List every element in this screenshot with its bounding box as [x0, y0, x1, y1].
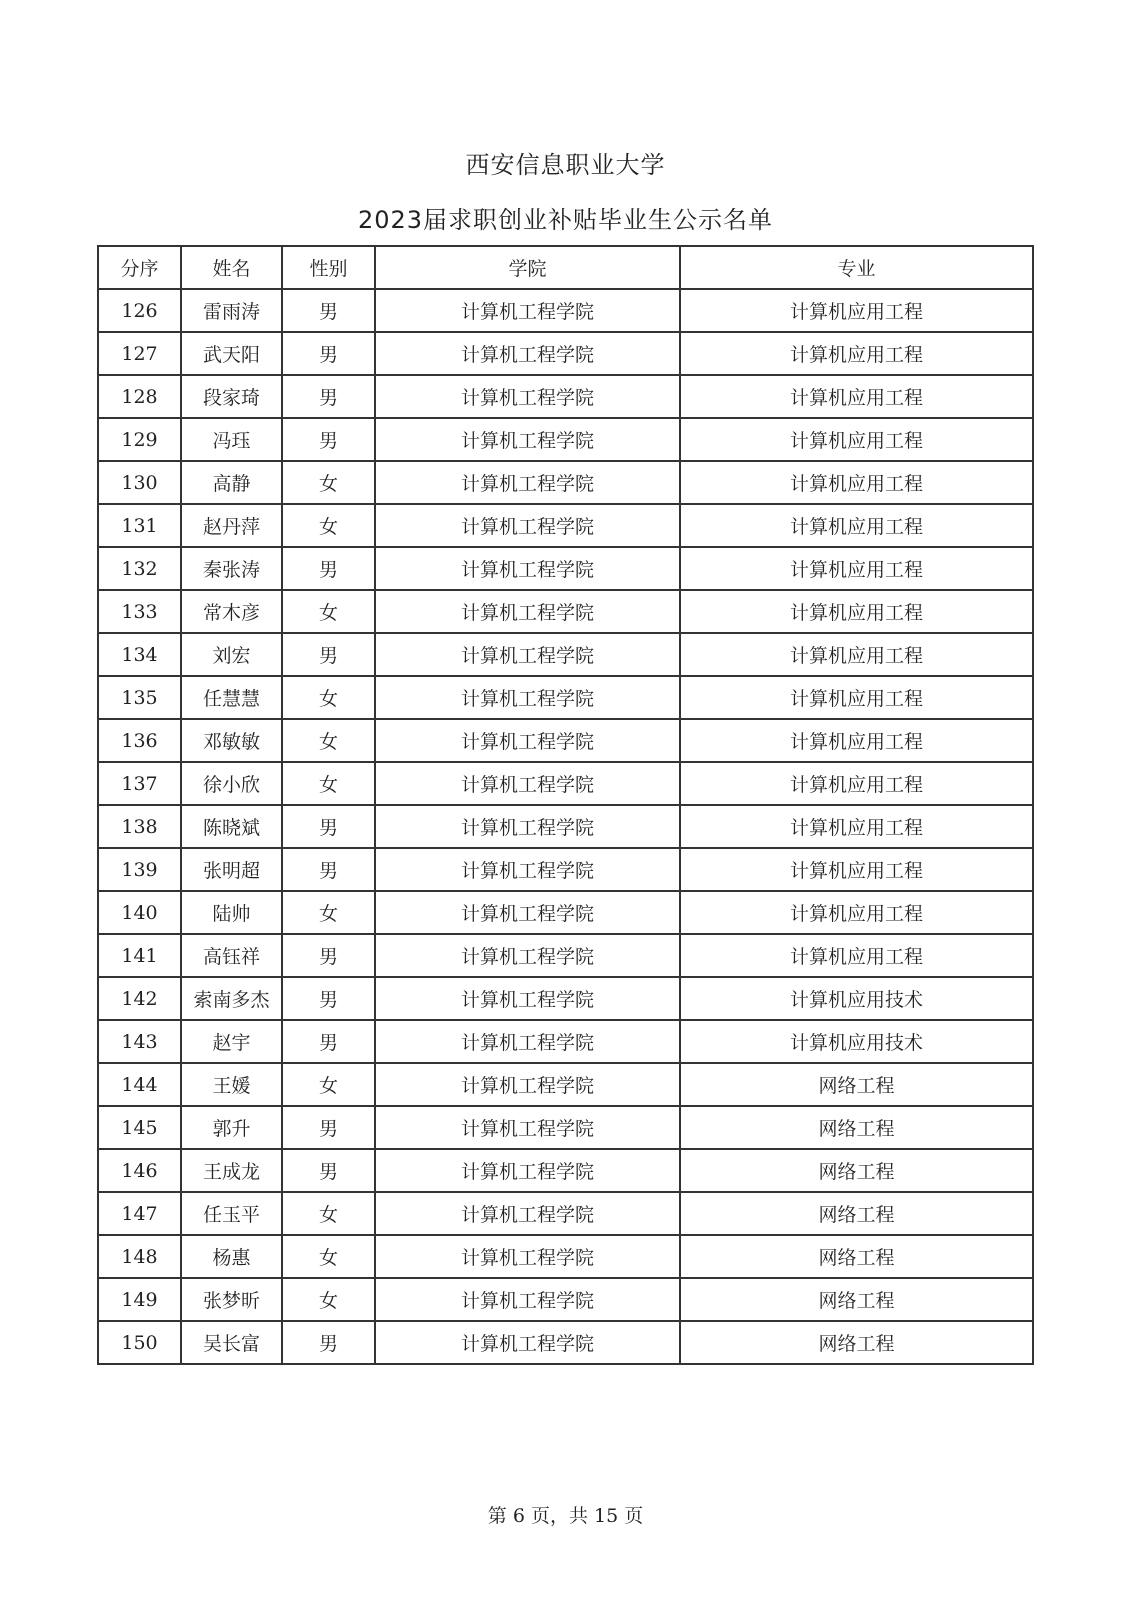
roster-table: [97, 245, 1034, 1365]
college-cell: 计算机工程学院: [375, 1278, 680, 1321]
college-cell: 计算机工程学院: [375, 504, 680, 547]
table-row: [98, 848, 1033, 891]
gender-cell: 男: [282, 418, 375, 461]
college-cell: 计算机工程学院: [375, 848, 680, 891]
gender-cell: 男: [282, 848, 375, 891]
gender-cell: 女: [282, 1192, 375, 1235]
student-name-cell: 杨惠: [181, 1235, 282, 1278]
major-cell: 计算机应用工程: [680, 762, 1033, 805]
student-name-cell: 赵宇: [181, 1020, 282, 1063]
gender-cell: 男: [282, 1106, 375, 1149]
major-cell: 计算机应用工程: [680, 676, 1033, 719]
college-cell: 计算机工程学院: [375, 676, 680, 719]
college-cell: 计算机工程学院: [375, 1321, 680, 1364]
table-row: [98, 1149, 1033, 1192]
student-name-cell: 刘宏: [181, 633, 282, 676]
table-row: [98, 461, 1033, 504]
student-name-cell: 王成龙: [181, 1149, 282, 1192]
gender-cell: 男: [282, 289, 375, 332]
gender-cell: 男: [282, 934, 375, 977]
college-cell: 计算机工程学院: [375, 633, 680, 676]
row-index-cell: 133: [98, 590, 181, 633]
major-cell: 计算机应用工程: [680, 805, 1033, 848]
row-index-cell: 136: [98, 719, 181, 762]
row-index-cell: 138: [98, 805, 181, 848]
student-name-cell: 段家琦: [181, 375, 282, 418]
list-title: 2023届求职创业补贴毕业生公示名单: [357, 206, 774, 234]
college-cell: 计算机工程学院: [375, 289, 680, 332]
gender-cell: 女: [282, 590, 375, 633]
student-name-cell: 邓敏敏: [181, 719, 282, 762]
table-row: [98, 762, 1033, 805]
row-index-cell: 142: [98, 977, 181, 1020]
student-name-cell: 王媛: [181, 1063, 282, 1106]
major-cell: 网络工程: [680, 1321, 1033, 1364]
table-header-row: [98, 246, 1033, 289]
major-cell: 计算机应用技术: [680, 977, 1033, 1020]
college-cell: 计算机工程学院: [375, 547, 680, 590]
table-row: [98, 289, 1033, 332]
student-name-cell: 任慧慧: [181, 676, 282, 719]
college-cell: 计算机工程学院: [375, 590, 680, 633]
row-index-cell: 132: [98, 547, 181, 590]
gender-cell: 男: [282, 1149, 375, 1192]
student-name-cell: 雷雨涛: [181, 289, 282, 332]
student-name-cell: 高静: [181, 461, 282, 504]
table-row: [98, 1020, 1033, 1063]
major-cell: 网络工程: [680, 1235, 1033, 1278]
gender-cell: 女: [282, 1063, 375, 1106]
table-row: [98, 332, 1033, 375]
row-index-cell: 150: [98, 1321, 181, 1364]
student-name-cell: 武天阳: [181, 332, 282, 375]
student-name-cell: 陆帅: [181, 891, 282, 934]
row-index-cell: 149: [98, 1278, 181, 1321]
table-row: [98, 1278, 1033, 1321]
college-cell: 计算机工程学院: [375, 719, 680, 762]
row-index-cell: 139: [98, 848, 181, 891]
table-row: [98, 805, 1033, 848]
student-name-cell: 常木彦: [181, 590, 282, 633]
table-row: [98, 676, 1033, 719]
table-row: [98, 590, 1033, 633]
column-header-gender: 性别: [282, 246, 375, 289]
major-cell: 网络工程: [680, 1106, 1033, 1149]
college-cell: 计算机工程学院: [375, 461, 680, 504]
table-row: [98, 547, 1033, 590]
row-index-cell: 148: [98, 1235, 181, 1278]
table-body: [98, 289, 1033, 1364]
gender-cell: 男: [282, 805, 375, 848]
row-index-cell: 147: [98, 1192, 181, 1235]
major-cell: 网络工程: [680, 1149, 1033, 1192]
table-row: [98, 504, 1033, 547]
college-cell: 计算机工程学院: [375, 977, 680, 1020]
college-cell: 计算机工程学院: [375, 1235, 680, 1278]
row-index-cell: 127: [98, 332, 181, 375]
major-cell: 计算机应用工程: [680, 461, 1033, 504]
student-name-cell: 吴长富: [181, 1321, 282, 1364]
table-row: [98, 375, 1033, 418]
major-cell: 计算机应用工程: [680, 719, 1033, 762]
college-cell: 计算机工程学院: [375, 1149, 680, 1192]
row-index-cell: 134: [98, 633, 181, 676]
major-cell: 计算机应用工程: [680, 590, 1033, 633]
table-row: [98, 1192, 1033, 1235]
gender-cell: 男: [282, 633, 375, 676]
major-cell: 计算机应用工程: [680, 547, 1033, 590]
row-index-cell: 137: [98, 762, 181, 805]
college-cell: 计算机工程学院: [375, 934, 680, 977]
major-cell: 计算机应用工程: [680, 418, 1033, 461]
student-name-cell: 冯珏: [181, 418, 282, 461]
student-name-cell: 张梦昕: [181, 1278, 282, 1321]
major-cell: 计算机应用技术: [680, 1020, 1033, 1063]
table-row: [98, 977, 1033, 1020]
gender-cell: 男: [282, 375, 375, 418]
table-row: [98, 1106, 1033, 1149]
major-cell: 计算机应用工程: [680, 934, 1033, 977]
student-name-cell: 秦张涛: [181, 547, 282, 590]
row-index-cell: 131: [98, 504, 181, 547]
row-index-cell: 128: [98, 375, 181, 418]
table-row: [98, 418, 1033, 461]
college-cell: 计算机工程学院: [375, 762, 680, 805]
student-name-cell: 赵丹萍: [181, 504, 282, 547]
gender-cell: 女: [282, 1278, 375, 1321]
gender-cell: 女: [282, 1235, 375, 1278]
student-name-cell: 任玉平: [181, 1192, 282, 1235]
major-cell: 计算机应用工程: [680, 375, 1033, 418]
college-cell: 计算机工程学院: [375, 1020, 680, 1063]
table-row: [98, 633, 1033, 676]
college-cell: 计算机工程学院: [375, 375, 680, 418]
school-name: 西安信息职业大学: [465, 151, 666, 179]
gender-cell: 男: [282, 547, 375, 590]
gender-cell: 女: [282, 504, 375, 547]
major-cell: 计算机应用工程: [680, 891, 1033, 934]
major-cell: 网络工程: [680, 1063, 1033, 1106]
gender-cell: 女: [282, 676, 375, 719]
table-row: [98, 934, 1033, 977]
gender-cell: 女: [282, 461, 375, 504]
student-name-cell: 陈晓斌: [181, 805, 282, 848]
gender-cell: 男: [282, 1321, 375, 1364]
table-row: [98, 1321, 1033, 1364]
major-cell: 计算机应用工程: [680, 289, 1033, 332]
gender-cell: 女: [282, 762, 375, 805]
major-cell: 计算机应用工程: [680, 332, 1033, 375]
row-index-cell: 140: [98, 891, 181, 934]
gender-cell: 女: [282, 719, 375, 762]
student-name-cell: 高钰祥: [181, 934, 282, 977]
student-name-cell: 张明超: [181, 848, 282, 891]
column-header-name: 姓名: [181, 246, 282, 289]
row-index-cell: 130: [98, 461, 181, 504]
student-name-cell: 徐小欣: [181, 762, 282, 805]
college-cell: 计算机工程学院: [375, 418, 680, 461]
college-cell: 计算机工程学院: [375, 805, 680, 848]
college-cell: 计算机工程学院: [375, 1063, 680, 1106]
row-index-cell: 144: [98, 1063, 181, 1106]
row-index-cell: 146: [98, 1149, 181, 1192]
table-row: [98, 1235, 1033, 1278]
column-header-index: 分序: [98, 246, 181, 289]
table-row: [98, 719, 1033, 762]
gender-cell: 男: [282, 977, 375, 1020]
student-name-cell: 郭升: [181, 1106, 282, 1149]
major-cell: 网络工程: [680, 1278, 1033, 1321]
college-cell: 计算机工程学院: [375, 1192, 680, 1235]
gender-cell: 女: [282, 891, 375, 934]
row-index-cell: 141: [98, 934, 181, 977]
gender-cell: 男: [282, 332, 375, 375]
table-row: [98, 891, 1033, 934]
college-cell: 计算机工程学院: [375, 891, 680, 934]
row-index-cell: 145: [98, 1106, 181, 1149]
college-cell: 计算机工程学院: [375, 332, 680, 375]
major-cell: 计算机应用工程: [680, 504, 1033, 547]
row-index-cell: 143: [98, 1020, 181, 1063]
college-cell: 计算机工程学院: [375, 1106, 680, 1149]
gender-cell: 男: [282, 1020, 375, 1063]
column-header-major: 专业: [680, 246, 1033, 289]
column-header-college: 学院: [375, 246, 680, 289]
row-index-cell: 126: [98, 289, 181, 332]
major-cell: 计算机应用工程: [680, 848, 1033, 891]
table-row: [98, 1063, 1033, 1106]
student-name-cell: 索南多杰: [181, 977, 282, 1020]
row-index-cell: 135: [98, 676, 181, 719]
row-index-cell: 129: [98, 418, 181, 461]
major-cell: 网络工程: [680, 1192, 1033, 1235]
major-cell: 计算机应用工程: [680, 633, 1033, 676]
page-footer: 第 6 页，共 15 页: [487, 1505, 644, 1527]
